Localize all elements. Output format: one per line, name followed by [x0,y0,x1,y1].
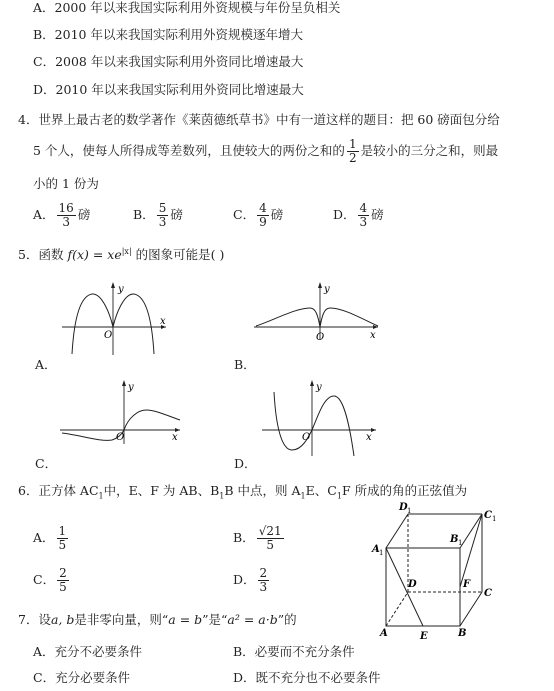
cube-label-c: C [484,588,492,599]
q4-option-b: B． $\frac{5}{3}$ 磅 [133,201,183,229]
svg-text:1: 1 [407,507,412,515]
q5-stem: 5．函数 $f(x) = xe^{|x|}$ 的图象可能是( ) [18,247,225,263]
q4-stem-line2-b: 是较小的三分之和，则最 [360,143,499,158]
q4-option-c: C． $\frac{4}{9}$ 磅 [233,201,284,229]
q7-condition-1: a = b [168,612,203,627]
q3-option-a: A．2000 年以来我国实际利用外资规模与年份呈负相关 [33,0,341,15]
q6-cube-figure [370,500,500,645]
cube-label-d: D [408,579,417,590]
q6-option-a: A． $\frac{1}{5}$ [33,524,67,552]
q5-c-axis-y: y [128,382,134,393]
q5-b-axis-x: x [370,330,376,341]
q5-c-origin: O [116,432,125,443]
q5-label-c: C． [35,456,58,471]
q5-a-origin: O [104,330,113,341]
q5-graph-b [254,280,384,342]
q5-label-d: D． [234,456,257,471]
q5-label-a: A． [35,357,57,372]
q7-option-a: A．充分不必要条件 [33,644,143,659]
cube-label-a: A [380,628,388,639]
q6-option-c: C． $\frac{2}{5}$ [33,566,67,594]
q4-stem-line2 [33,138,498,165]
cube-label-d1: D [399,502,408,513]
q4-stem-line2-a: 5 个人，使每人所得成等差数列，且使较大的两份之和的 [33,143,345,158]
q6-stem: 6．正方体 $AC_1$中，E、F 为 AB、$B_1B$ 中点，则 $A_1E$、$C_1F$ 所成的角的正弦值为 [18,483,468,501]
q4-option-d: D． $\frac{4}{3}$ 磅 [333,201,384,229]
cube-label-f: F [463,579,471,590]
q6-option-b: B． $\frac{√21}{5}$ [233,524,282,552]
q4-stem-line1: 4．世界上最古老的数学著作《莱茵德纸草书》中有一道这样的题目：把 60 磅面包分给 [18,112,500,127]
q5-c-axis-x: x [172,432,178,443]
q4-stem-line3: 小的 1 份为 [33,176,99,191]
q5-exponent: |x| [121,247,132,256]
q7-vectors: a, b [50,612,75,627]
cube-label-a1: A [372,544,380,555]
q5-a-axis-y: y [118,284,124,295]
q5-d-axis-y: y [316,382,322,393]
q5-a-axis-x: x [160,316,166,327]
cube-label-b1: B [450,534,459,545]
q5-graph-a [62,280,172,356]
q3-option-b: B．2010 年以来我国实际利用外资规模逐年增大 [33,27,303,42]
q4-half-fraction: $\frac{1}{2}$ [348,137,357,165]
q5-label-b: B． [234,357,256,372]
q7-condition-2: a² = a·b [227,612,278,627]
cube-label-e: E [420,631,428,642]
q3-option-c: C．2008 年以来我国实际利用外资同比增速最大 [33,54,304,69]
q5-graph-d [262,378,382,458]
q5-d-origin: O [302,432,311,443]
q4-option-a: A． $\frac{16}{3}$ 磅 [33,201,91,229]
q5-d-axis-x: x [366,432,372,443]
q7-option-d: D．既不充分也不必要条件 [233,670,381,685]
q7-option-b: B．必要而不充分条件 [233,644,355,659]
svg-text:1: 1 [492,515,497,523]
q5-b-origin: O [316,332,325,342]
q5-graph-c [60,378,185,446]
cube-label-c1: C [484,510,492,521]
svg-text:1: 1 [458,539,463,547]
q7-stem: 7．设a, b是非零向量，则“a = b”是“a² = a·b”的 [18,612,297,627]
cube-label-b: B [458,628,467,639]
q7-option-c: C．充分必要条件 [33,670,131,685]
q3-option-d: D．2010 年以来我国实际利用外资同比增速最大 [33,82,304,97]
q5-b-axis-y: y [324,284,330,295]
svg-text:1: 1 [379,549,384,557]
q6-option-d: D． $\frac{2}{3}$ [233,566,268,594]
q5-function: f(x) = xe [67,247,122,263]
